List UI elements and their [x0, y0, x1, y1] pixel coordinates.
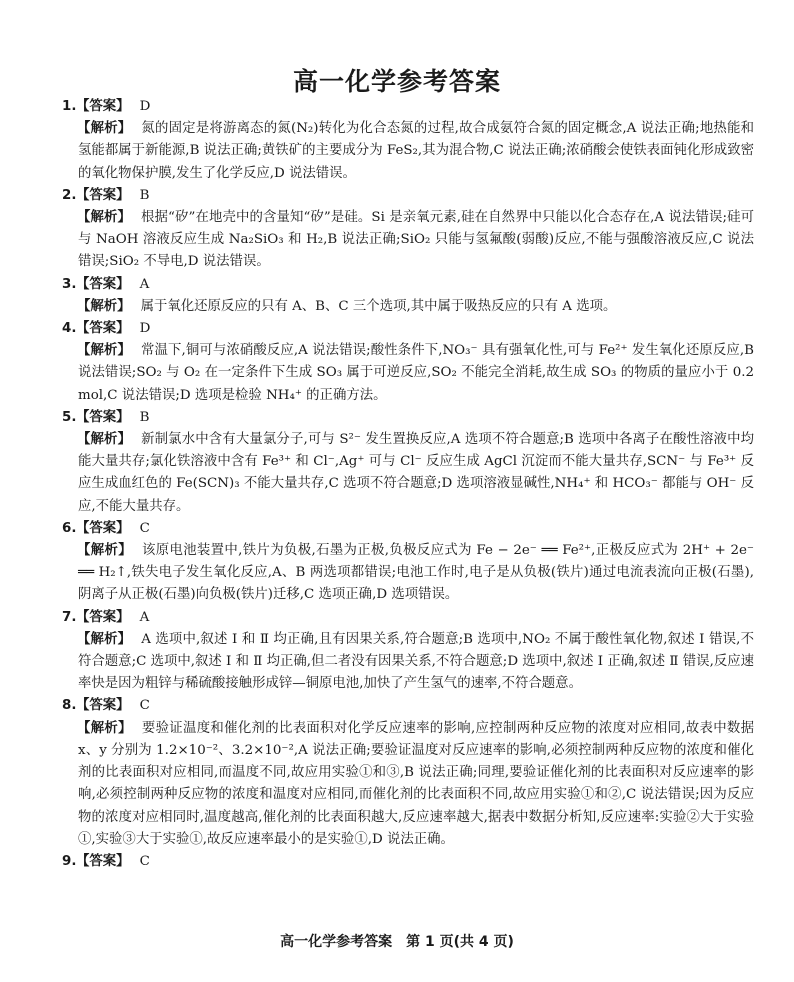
- answer-value: D: [139, 321, 151, 337]
- question-number: 6.: [62, 520, 77, 536]
- answer-line: [62, 407, 754, 429]
- question-item: [62, 607, 754, 696]
- explanation-text: 新制氯水中含有大量氯分子,可与 S²⁻ 发生置换反应,A 选项不符合题意;B 选项中各离子在酸性溶液中均能大量共存;氯化铁溶液中含有 Fe³⁺ 和 Cl⁻,Ag⁺ 可与 Cl⁻ 反应生成 AgCl 沉淀而不能大量共存,SCN⁻ 与 Fe³⁺ 反应生成血红色的 Fe(SCN)₃ 不能大量共存,C 选项不符合题意;D 选项溶液显碱性,NH₄⁺ 和 HCO₃⁻ 都能与 OH⁻ 反应,不能大量共存。: [78, 432, 755, 514]
- answer-line: [62, 851, 754, 873]
- explain-tag: 【解析】: [77, 343, 131, 359]
- page-footer: 高一化学参考答案 第 1 页(共 4 页): [280, 934, 514, 950]
- answer-tag: 【答案】: [76, 609, 130, 625]
- explanation-text: 属于氧化还原反应的只有 A、B、C 三个选项,其中属于吸热反应的只有 A 选项。: [140, 298, 617, 314]
- answer-tag: 【答案】: [76, 187, 130, 203]
- explain-tag: 【解析】: [77, 631, 132, 647]
- explain-tag: 【解析】: [77, 210, 132, 226]
- answer-tag: 【答案】: [76, 520, 130, 536]
- explanation-text: A 选项中,叙述 Ⅰ 和 Ⅱ 均正确,且有因果关系,符合题意;B 选项中,NO₂ 不属于酸性氧化物,叙述 Ⅰ 错误,不符合题意;C 选项中,叙述 Ⅰ 和 Ⅱ 均正确,但二者没有因果关系,不符合题意;D 选项中,叙述 Ⅰ 正确,叙述 Ⅱ 错误,反应速率快是因为粗锌与稀硫酸接触形成锌—铜原电池,加快了产生氢气的速率,不符合题意。: [78, 631, 754, 692]
- explanation-text: 常温下,铜可与浓硝酸反应,A 说法错误;酸性条件下,NO₃⁻ 具有强氧化性,可与 Fe²⁺ 发生氧化还原反应,B 说法错误;SO₂ 与 O₂ 在一定条件下生成 SO₃ 属于可逆反应,SO₂ 不能完全消耗,故生成 SO₃ 的物质的量应小于 0.2 mol,C 说法错误;D 选项是检验 NH₄⁺ 的正确方法。: [78, 343, 755, 403]
- question-item: [62, 96, 754, 185]
- explanation-text: 根据“矽”在地壳中的含量知“矽”是硅。Si 是亲氧元素,硅在自然界中只能以化合态存在,A 说法错误;硅可与 NaOH 溶液反应生成 Na₂SiO₃ 和 H₂,B 说法正确;SiO₂ 只能与氢氟酸(弱酸)反应,不能与强酸溶液反应,C 说法错误;SiO₂ 不导电,D 说法错误。: [78, 210, 754, 270]
- answer-tag: 【答案】: [76, 99, 130, 114]
- explain-tag: 【解析】: [77, 121, 132, 137]
- answer-value: A: [139, 609, 150, 625]
- question-item: [62, 185, 754, 274]
- question-item: [62, 407, 755, 518]
- answer-value: C: [139, 698, 150, 714]
- question-item: [62, 695, 755, 850]
- explanation: [78, 340, 754, 407]
- explain-tag: 【解析】: [77, 432, 132, 448]
- explanation-text: 该原电池装置中,铁片为负极,石墨为正极,负极反应式为 Fe − 2e⁻ ══ Fe²⁺,正极反应式为 2H⁺ + 2e⁻ ══ H₂↑,铁失电子发生氧化反应,A、B 两选项都错误;电池工作时,电子是从负极(铁片)通过电流表流向正极(石墨),阴离子从正极(石墨)向负极(铁片)迁移,C 选项正确,D 选项错误。: [78, 543, 754, 603]
- answer-value: C: [139, 853, 150, 869]
- answer-line: [62, 695, 754, 717]
- question-item: [62, 851, 754, 873]
- question-number: 8.: [62, 698, 77, 714]
- question-number: 1.: [62, 99, 77, 114]
- answer-line: [62, 96, 754, 118]
- question-number: 3.: [62, 276, 77, 292]
- answer-tag: 【答案】: [76, 409, 130, 425]
- question-number: 5.: [62, 409, 77, 425]
- answer-value: D: [139, 99, 151, 114]
- answer-tag: 【答案】: [76, 698, 130, 714]
- explanation: [78, 118, 754, 185]
- question-number: 7.: [62, 609, 77, 625]
- explain-tag: 【解析】: [77, 298, 131, 314]
- question-number: 9.: [62, 853, 77, 869]
- explanation-text: 氮的固定是将游离态的氮(N₂)转化为化合态氮的过程,故合成氨符合氮的固定概念,A 说法正确;地热能和氢能都属于新能源,B 说法正确;黄铁矿的主要成分为 FeS₂,其为混合物,C 说法正确;浓硝酸会使铁表面钝化形成致密的氧化物保护膜,发生了化学反应,D 说法错误。: [78, 121, 754, 181]
- answer-line: [62, 318, 754, 340]
- question-item: [62, 274, 754, 318]
- answer-tag: 【答案】: [76, 321, 130, 337]
- question-number: 4.: [62, 321, 77, 337]
- answer-line: [62, 607, 754, 629]
- answer-value: C: [139, 520, 150, 536]
- explain-tag: 【解析】: [77, 543, 132, 559]
- answer-value: A: [139, 276, 150, 292]
- answer-tag: 【答案】: [76, 276, 130, 292]
- explain-tag: 【解析】: [77, 720, 132, 736]
- questions-list: [62, 96, 755, 873]
- explanation: [78, 718, 754, 851]
- answer-value: B: [139, 187, 150, 203]
- question-number: 2.: [62, 187, 77, 203]
- explanation-text: 要验证温度和催化剂的比表面积对化学反应速率的影响,应控制两种反应物的浓度对应相同,故表中数据 x、y 分别为 1.2×10⁻²、3.2×10⁻²,A 说法正确;要验证温度对反应速率的影响,必须控制两种反应物的浓度和催化剂的比表面积对应相同,而温度不同,故应用实验①和③,B 说法正确;同理,要验证催化剂的比表面积对反应速率的影响,必须控制两种反应物的浓度和温度对应相同,而催化剂的比表面积不同,故应用实验①和②,C 说法错误;因为反应物的浓度对应相同时,温度越高,催化剂的比表面积越大,反应速率越大,据表中数据分析知,反应速率:实验②大于实验①,实验③大于实验①,故反应速率最小的是实验①,D 说法正确。: [78, 720, 755, 847]
- answer-line: [62, 518, 754, 540]
- page-title: 高一化学参考答案: [292, 67, 501, 96]
- explanation: [78, 207, 754, 274]
- answer-tag: 【答案】: [76, 853, 130, 869]
- question-item: [62, 518, 754, 607]
- answer-value: B: [139, 409, 150, 425]
- explanation: [78, 629, 754, 696]
- answer-line: [62, 274, 754, 296]
- answer-line: [62, 185, 754, 207]
- explanation: [78, 540, 754, 607]
- question-item: [62, 318, 755, 407]
- explanation: [78, 296, 754, 318]
- explanation: [78, 429, 754, 518]
